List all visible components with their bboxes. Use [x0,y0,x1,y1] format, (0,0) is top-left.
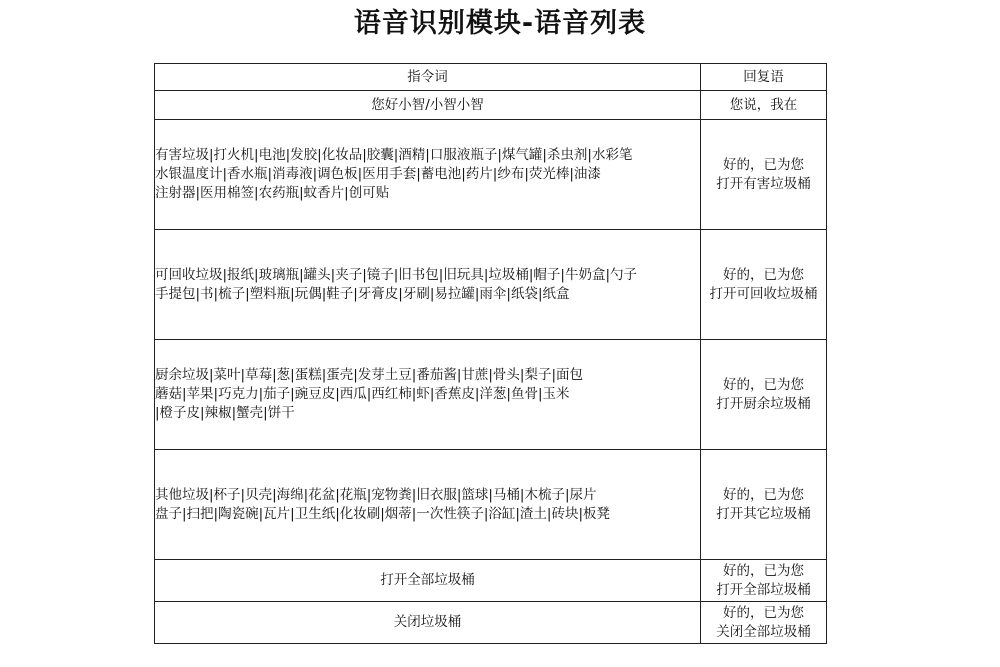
command-cell [155,91,701,120]
command-line: 您好小智/小智小智 [371,96,484,113]
command-cell [155,450,701,560]
command-line: 打开全部垃圾桶 [380,572,475,588]
table-row [155,91,827,120]
command-cell [155,230,701,340]
command-line: 手提包|书|梳子|塑料瓶|玩偶|鞋子|牙膏皮|牙刷|易拉罐|雨伞|纸袋|纸盒 [155,285,570,302]
table-row [155,120,827,230]
command-cell [155,340,701,450]
reply-cell: 好的，已为您 打开可回收垃圾桶 [701,230,827,340]
table-row [155,340,827,450]
reply-cell: 好的，已为您 打开其它垃圾桶 [701,450,827,560]
command-line: 蘑菇|苹果|巧克力|茄子|豌豆皮|西瓜|西红柿|虾|香蕉皮|洋葱|鱼骨|玉米 [155,386,570,402]
table-row [155,560,827,602]
command-line: 有害垃圾|打火机|电池|发胶|化妆品|胶囊|酒精|口服液瓶子|煤气罐|杀虫剂|水彩笔 [155,147,633,163]
command-line: 厨余垃圾|菜叶|草莓|葱|蛋糕|蛋壳|发芽土豆|番茄酱|甘蔗|骨头|梨子|面包 [155,367,584,383]
table-row [155,602,827,644]
command-line: 关闭垃圾桶 [393,614,462,630]
header-command: 指令词 [155,64,701,91]
reply-cell: 好的，已为您 打开全部垃圾桶 [701,560,827,602]
table-row [155,230,827,340]
command-line: |橙子皮|辣椒|蟹壳|饼干 [155,405,295,421]
command-cell [155,120,701,230]
voice-command-table [154,63,827,644]
reply-cell: 好的，已为您 关闭全部垃圾桶 [701,602,827,644]
command-line: 注射器|医用棉签|农药瓶|蚊香片|创可贴 [155,185,390,201]
command-cell [155,602,701,644]
table-row [155,450,827,560]
command-line: 可回收垃圾|报纸|玻璃瓶|罐头|夹子|镜子|旧书包|旧玩具|垃圾桶|帽子|牛奶盒|勺子 [155,266,638,283]
command-cell [155,560,701,602]
header-reply: 回复语 [701,64,827,91]
reply-cell: 您说，我在 [701,91,827,120]
command-line: 其他垃圾|杯子|贝壳|海绵|花盆|花瓶|宠物粪|旧衣服|篮球|马桶|木梳子|尿片 [155,486,597,503]
reply-cell: 好的，已为您 打开有害垃圾桶 [701,120,827,230]
reply-cell: 好的，已为您 打开厨余垃圾桶 [701,340,827,450]
command-line: 盘子|扫把|陶瓷碗|瓦片|卫生纸|化妆刷|烟蒂|一次性筷子|浴缸|渣土|砖块|板凳 [155,505,611,522]
command-line: 水银温度计|香水瓶|消毒液|调色板|医用手套|蓄电池|药片|纱布|荧光棒|油漆 [155,166,601,182]
table-header-row [155,64,827,91]
page-title: 语音识别模块-语音列表 [353,8,647,39]
